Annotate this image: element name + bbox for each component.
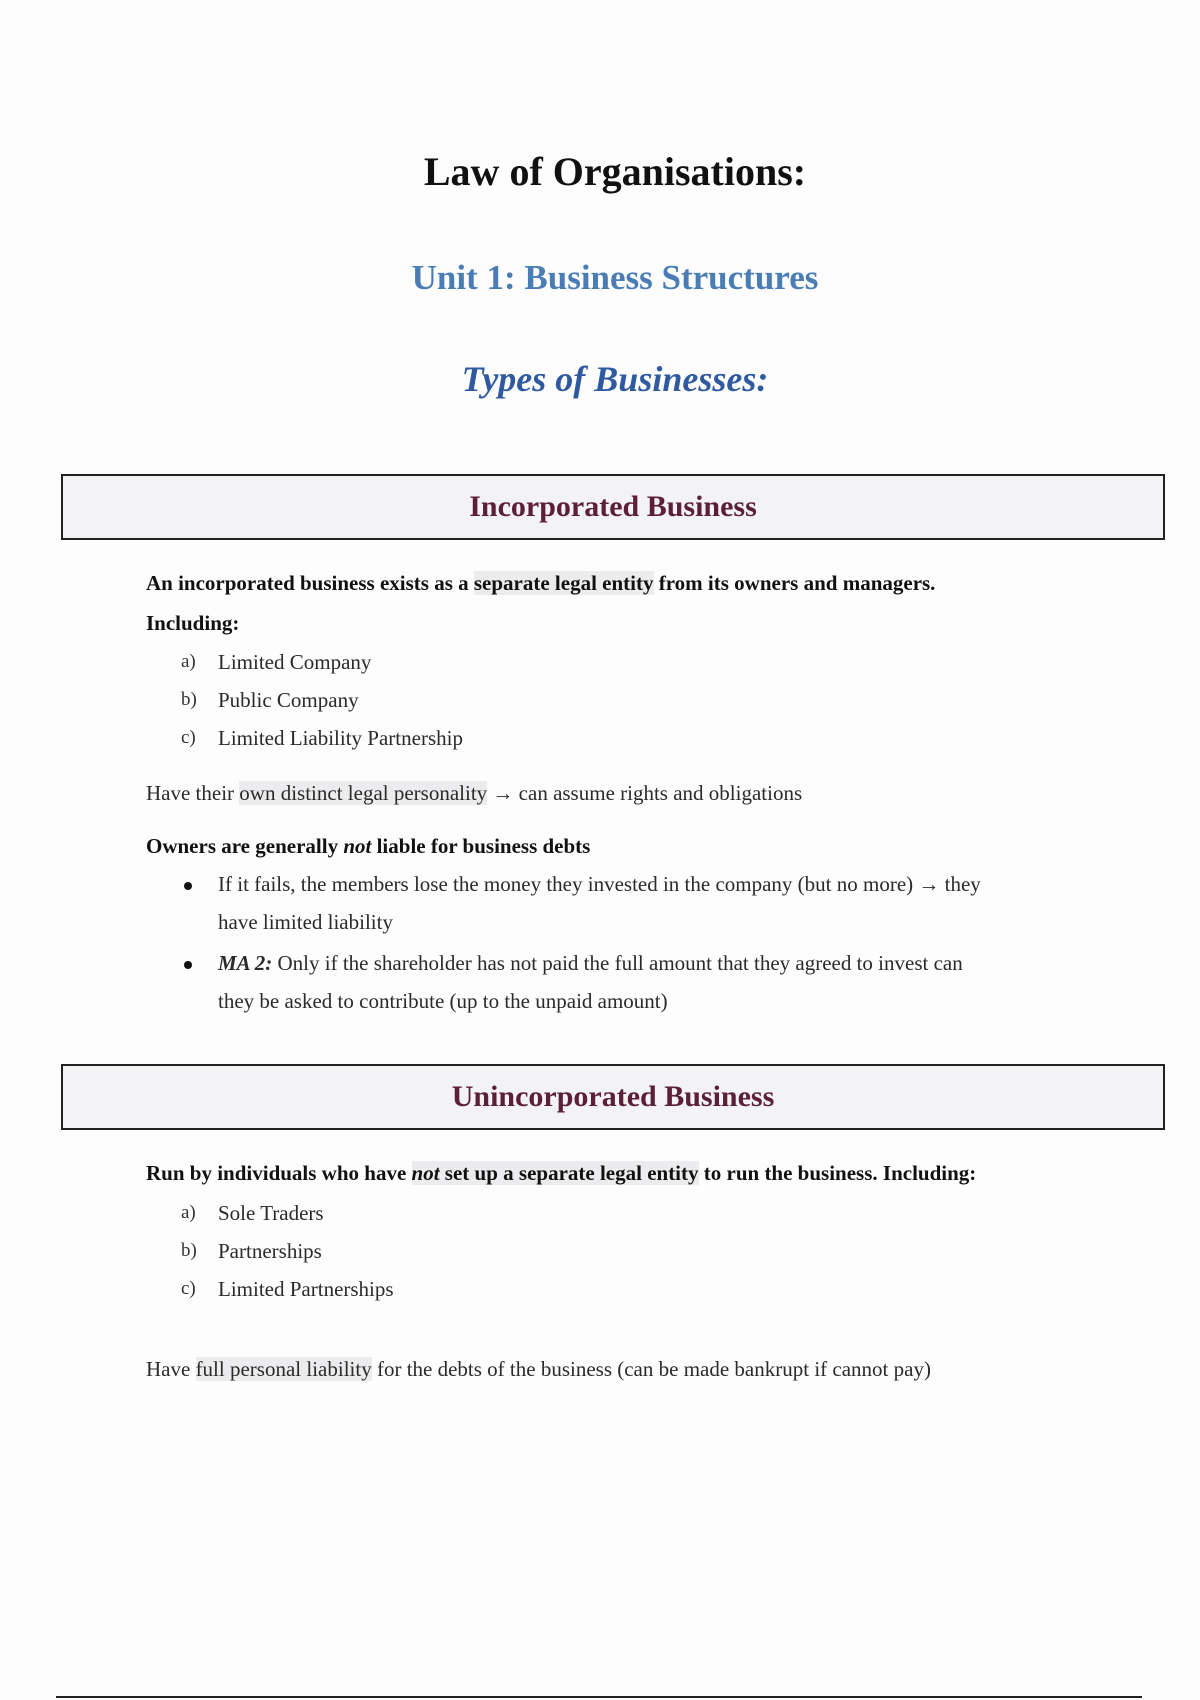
bullet-text: they be asked to contribute (up to the unpaid amount) <box>218 989 668 1013</box>
page-divider <box>56 1696 1142 1698</box>
list-marker: a) <box>181 651 196 672</box>
liability-heading: Owners are generally not liable for business debts <box>146 834 591 858</box>
list-item: Public Company <box>218 688 359 712</box>
bullet-text: MA 2: Only if the shareholder has not paid the full amount that they agreed to invest can <box>218 951 963 975</box>
unincorporated-intro: Run by individuals who have not set up a separate legal entity to run the business. Including: <box>146 1161 977 1185</box>
list-marker: b) <box>181 1240 197 1261</box>
list-marker: c) <box>181 1278 196 1299</box>
list-item: Limited Liability Partnership <box>218 726 463 750</box>
bullet-text: have limited liability <box>218 910 393 934</box>
incorporated-heading-box <box>61 474 1165 540</box>
including-label: Including: <box>146 611 240 635</box>
highlight: not set up a separate legal entity <box>411 1161 699 1185</box>
unincorporated-heading: Unincorporated Business <box>451 1080 775 1113</box>
section-heading: Types of Businesses: <box>461 359 769 399</box>
bullet-icon <box>184 961 192 969</box>
incorporated-heading: Incorporated Business <box>469 490 757 523</box>
incorporated-intro: An incorporated business exists as a separate legal entity from its owners and managers. <box>146 571 936 595</box>
list-item: Limited Company <box>218 650 372 674</box>
list-item: Limited Partnerships <box>218 1277 394 1301</box>
list-item: Sole Traders <box>218 1201 324 1225</box>
personality-line: Have their own distinct legal personality → can assume rights and obligations <box>146 781 803 805</box>
list-marker: c) <box>181 727 196 748</box>
highlight: full personal liability <box>195 1357 372 1381</box>
list-marker: b) <box>181 689 197 710</box>
list-item: Partnerships <box>218 1239 322 1263</box>
highlight: own distinct legal personality <box>239 781 488 805</box>
highlight: separate legal entity <box>473 571 654 595</box>
full-liability-line: Have full personal liability for the debts of the business (can be made bankrupt if cannot pay) <box>146 1357 931 1381</box>
list-marker: a) <box>181 1202 196 1223</box>
page-title: Law of Organisations: <box>423 149 807 194</box>
bullet-text: If it fails, the members lose the money they invested in the company (but no more) → they <box>218 872 981 896</box>
unit-heading: Unit 1: Business Structures <box>411 258 819 297</box>
unincorporated-heading-box <box>61 1064 1165 1130</box>
bullet-icon <box>184 882 192 890</box>
